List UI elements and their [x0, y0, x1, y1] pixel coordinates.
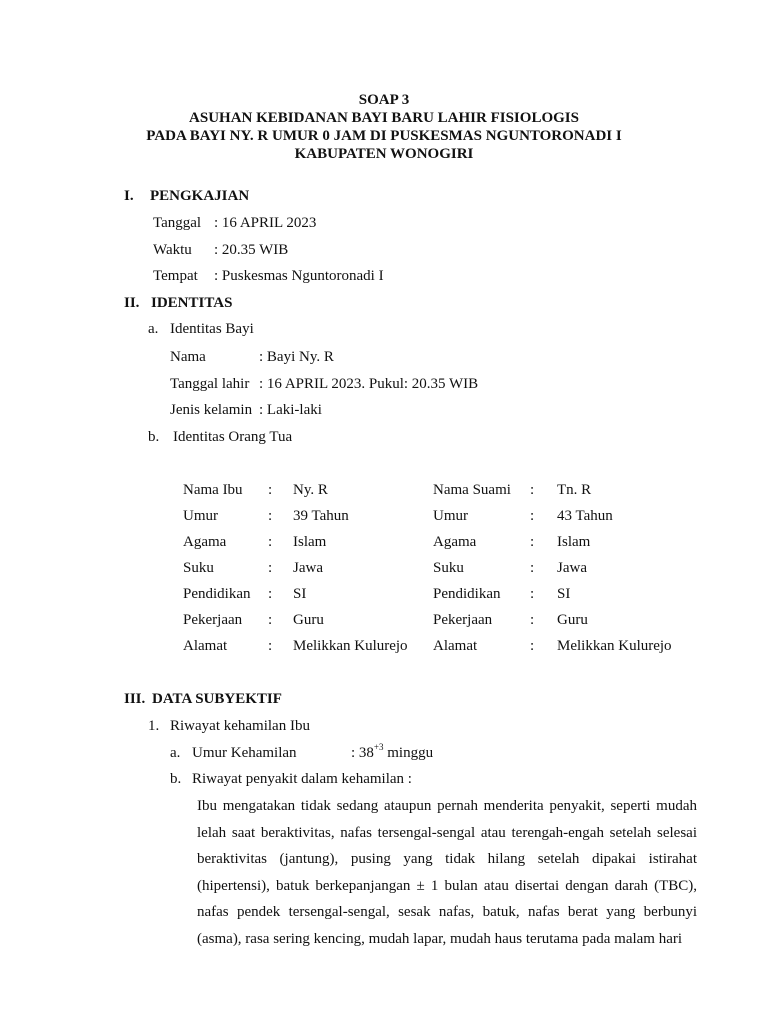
suami-label: Agama — [433, 534, 477, 550]
pengkajian-tempat-label: Tempat — [153, 268, 198, 284]
section-1-number: I. — [124, 188, 134, 204]
doc-title-soap: SOAP 3 — [358, 92, 410, 108]
bayi-jenis-kelamin-label: Jenis kelamin — [170, 402, 253, 418]
ibu-label: Suku — [183, 560, 214, 576]
suami-value: SI — [557, 586, 571, 602]
suami-value: Jawa — [557, 560, 587, 576]
identitas-bayi-title: Identitas Bayi — [170, 321, 254, 337]
colon: : — [530, 482, 535, 498]
doc-title-subject: PADA BAYI NY. R UMUR 0 JAM DI PUSKESMAS NGUNTORONADI I — [146, 128, 622, 144]
umur-kehamilan-value-sup: +3 — [373, 742, 384, 752]
suami-value: Guru — [557, 612, 588, 628]
bayi-nama-value: : Bayi Ny. R — [259, 349, 334, 365]
ibu-label: Agama — [183, 534, 227, 550]
umur-kehamilan-value-main: : 38 — [351, 745, 374, 761]
suami-label: Nama Suami — [433, 482, 511, 498]
suami-value: Melikkan Kulurejo — [557, 638, 672, 654]
riwayat-penyakit-paragraph: Ibu mengatakan tidak sedang ataupun pernah menderita penyakit, seperti mudah lelah saat beraktivitas, nafas tersengal-sengal atau terengah-engah setelah selesai beraktivitas (jantung), pusing yang tidak hilang setelah dipakai istirahat (hipertensi), batuk berkepanjangan ± 1 bulan atau disertai dengan darah (TBC), nafas pendek tersengal-sengal, sesak nafas, batuk, nafas berat yang berbunyi (asma), rasa sering kencing, mudah lapar, mudah haus terutama pada malam hari — [197, 798, 697, 947]
colon: : — [268, 586, 273, 602]
ibu-value: Islam — [293, 534, 327, 550]
section-1-title: PENGKAJIAN — [150, 188, 250, 204]
pengkajian-waktu-value: : 20.35 WIB — [214, 242, 289, 258]
riwayat-penyakit-title: Riwayat penyakit dalam kehamilan : — [192, 771, 412, 787]
colon: : — [530, 508, 535, 524]
riwayat-penyakit-marker: b. — [170, 771, 182, 787]
ibu-label: Umur — [183, 508, 218, 524]
ibu-label: Alamat — [183, 638, 228, 654]
colon: : — [530, 560, 535, 576]
identitas-ortu-marker: b. — [148, 429, 160, 445]
colon: : — [530, 586, 535, 602]
ibu-value: Jawa — [293, 560, 323, 576]
colon: : — [268, 560, 273, 576]
identitas-ortu-title: Identitas Orang Tua — [173, 429, 293, 445]
bayi-nama-label: Nama — [170, 349, 206, 365]
doc-title-location: KABUPATEN WONOGIRI — [294, 146, 474, 162]
riwayat-kehamilan-marker: 1. — [148, 718, 160, 734]
colon: : — [268, 508, 273, 524]
ibu-value: Ny. R — [293, 482, 328, 498]
suami-value: Tn. R — [557, 482, 592, 498]
ibu-label: Pekerjaan — [183, 612, 243, 628]
ibu-value: SI — [293, 586, 307, 602]
bayi-tanggal-lahir-value: : 16 APRIL 2023. Pukul: 20.35 WIB — [259, 376, 479, 392]
suami-label: Suku — [433, 560, 464, 576]
suami-label: Alamat — [433, 638, 478, 654]
pengkajian-tempat-value: : Puskesmas Nguntoronadi I — [214, 268, 384, 284]
pengkajian-tanggal-value: : 16 APRIL 2023 — [214, 215, 317, 231]
suami-value: 43 Tahun — [557, 508, 613, 524]
ibu-label: Nama Ibu — [183, 482, 243, 498]
section-2-title: IDENTITAS — [151, 295, 233, 311]
ibu-value: Melikkan Kulurejo — [293, 638, 408, 654]
colon: : — [530, 638, 535, 654]
umur-kehamilan-marker: a. — [170, 745, 181, 761]
colon: : — [268, 482, 273, 498]
suami-label: Pendidikan — [433, 586, 501, 602]
section-2-number: II. — [124, 295, 140, 311]
colon: : — [268, 534, 273, 550]
colon: : — [530, 534, 535, 550]
colon: : — [268, 612, 273, 628]
bayi-tanggal-lahir-label: Tanggal lahir — [170, 376, 250, 392]
section-3-number: III. — [124, 691, 146, 707]
suami-label: Pekerjaan — [433, 612, 493, 628]
doc-title-main: ASUHAN KEBIDANAN BAYI BARU LAHIR FISIOLOGIS — [189, 110, 579, 126]
pengkajian-waktu-label: Waktu — [153, 242, 192, 258]
suami-value: Islam — [557, 534, 591, 550]
colon: : — [268, 638, 273, 654]
riwayat-kehamilan-title: Riwayat kehamilan Ibu — [170, 718, 310, 734]
umur-kehamilan-value-unit: minggu — [383, 745, 434, 761]
ibu-value: Guru — [293, 612, 324, 628]
colon: : — [530, 612, 535, 628]
identitas-bayi-marker: a. — [148, 321, 159, 337]
section-3-title: DATA SUBYEKTIF — [152, 691, 282, 707]
umur-kehamilan-label: Umur Kehamilan — [192, 745, 297, 761]
pengkajian-tanggal-label: Tanggal — [153, 215, 202, 231]
ibu-label: Pendidikan — [183, 586, 251, 602]
bayi-jenis-kelamin-value: : Laki-laki — [259, 402, 322, 418]
suami-label: Umur — [433, 508, 468, 524]
ibu-value: 39 Tahun — [293, 508, 349, 524]
umur-kehamilan-value — [351, 742, 434, 762]
